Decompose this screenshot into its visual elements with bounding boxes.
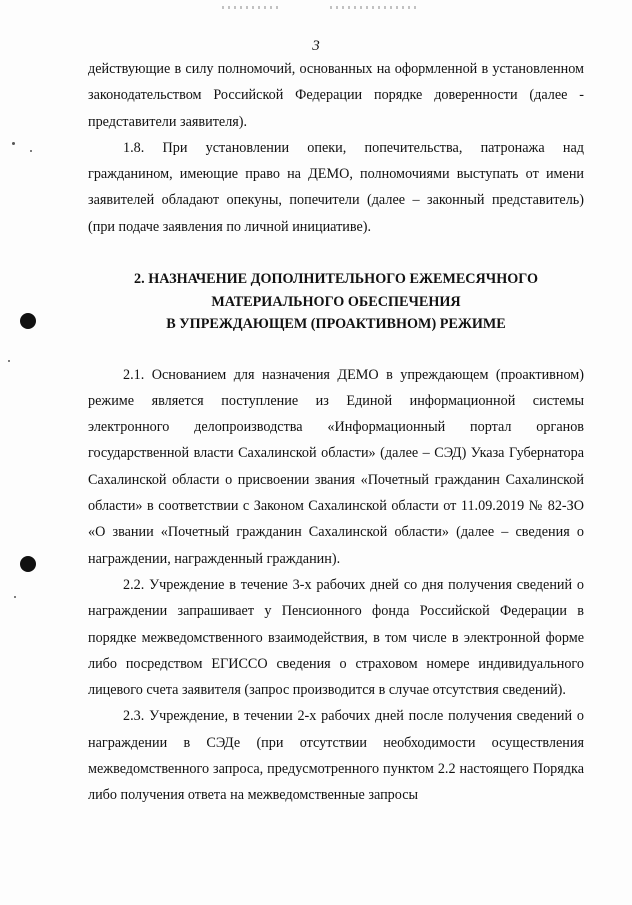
- paragraph-2-2: 2.2. Учреждение в течение 3-х рабочих дней со дня получения сведений о награждении запрашивает у Пенсионного фонда Российской Федерации в порядке межведомственного взаимодействия, в том числе в электронной форме либо посредством ЕГИССО сведения о страховом номере индивидуального лицевого счета заявителя (запрос производится в случае отсутствия сведений).: [88, 576, 584, 699]
- scan-speck: [8, 360, 10, 362]
- page-number: 3: [312, 38, 320, 54]
- scan-speck: [14, 596, 16, 598]
- punch-hole-upper: [20, 313, 36, 329]
- section-heading-line-1: 2. НАЗНАЧЕНИЕ ДОПОЛНИТЕЛЬНОГО ЕЖЕМЕСЯЧНОГО: [134, 271, 538, 288]
- paragraph-2-1: 2.1. Основанием для назначения ДЕМО в упреждающем (проактивном) режиме является поступление из Единой информационной системы электронного делопроизводства «Информационный портал органов государственной власти Сахалинской области» (далее – СЭД) Указа Губернатора Сахалинской области о присвоении звания «Почетный гражданин Сахалинской области» в соответствии с Законом Сахалинской области от 11.09.2019 № 82-ЗО «О звании «Почетный гражданин Сахалинской области» (далее – сведения о награждении, награжденный гражданин).: [88, 366, 584, 567]
- scan-noise-top-left: [222, 6, 282, 9]
- section-heading-line-3: В УПРЕЖДАЮЩЕМ (ПРОАКТИВНОМ) РЕЖИМЕ: [166, 316, 506, 333]
- scan-speck: [30, 150, 32, 152]
- punch-hole-lower: [20, 556, 36, 572]
- section-heading: [88, 268, 584, 336]
- section-heading-line-2: МАТЕРИАЛЬНОГО ОБЕСПЕЧЕНИЯ: [211, 293, 461, 310]
- paragraph-1-8: 1.8. При установлении опеки, попечительства, патронажа над гражданином, имеющие право на ДЕМО, полномочиями выступать от имени заявителей обладают опекуны, попечители (далее – законный представитель) (при подаче заявления по личной инициативе).: [88, 139, 584, 235]
- scan-noise-top-right: [330, 6, 420, 9]
- document-body: [88, 56, 584, 809]
- scan-speck: [12, 142, 15, 145]
- paragraph-2-3: 2.3. Учреждение, в течении 2-х рабочих дней после получения сведений о награждении в СЭДе (при отсутствии необходимости осуществления межведомственного запроса, предусмотренного пунктом 2.2 настоящего Порядка либо получения ответа на межведомственные запросы: [88, 708, 584, 804]
- paragraph-1-7-continued: действующие в силу полномочий, основанных на оформленной в установленном законодательством Российской Федерации порядке доверенности (далее - представители заявителя).: [88, 61, 584, 130]
